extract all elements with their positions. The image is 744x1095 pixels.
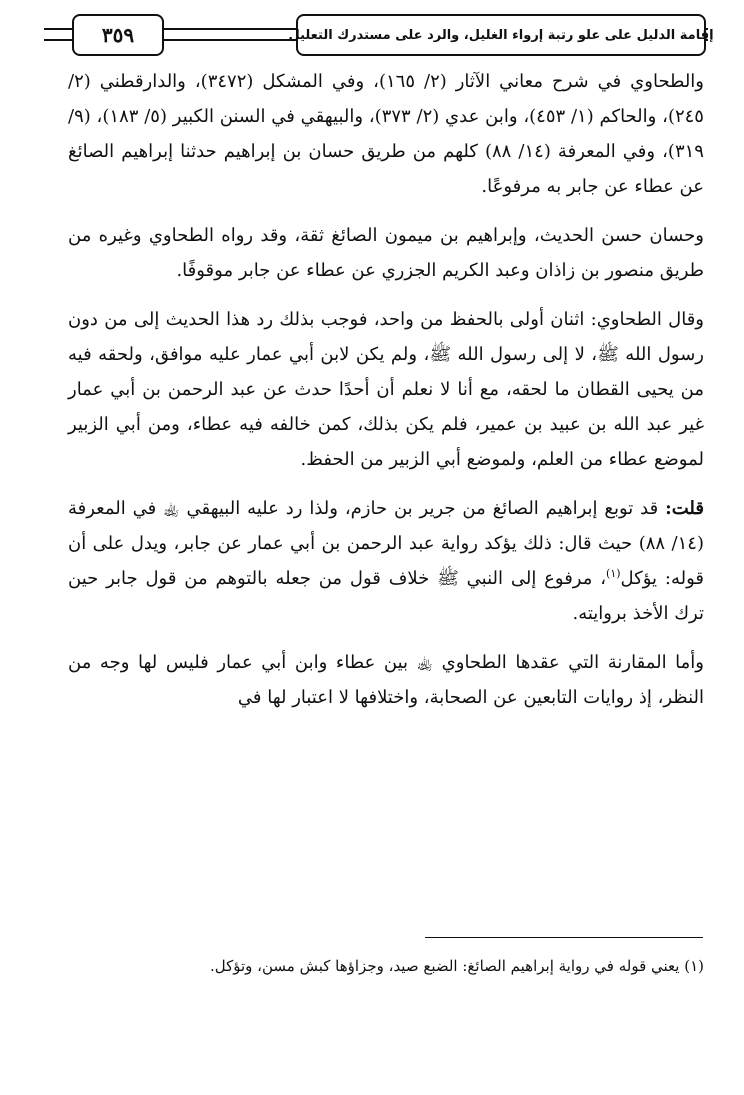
qalat-text-start: قد توبع إبراهيم الصائغ من جرير بن حازم، ولذا رد عليه البيهقي ﵀ في المعرفة (١٤/ ٨٨) حيث قال: ذلك يؤكد رواية عبد الرحمن بن أبي عمار عن جابر، ويدل على أن قوله: يؤكل: [68, 498, 704, 589]
qalat-label: قلت:: [665, 498, 704, 519]
paragraph-qalat: [68, 491, 704, 631]
running-title: إقامة الدليل على علو رتبة إرواء الغليل، والرد على مستدرك التعليل: [288, 27, 714, 43]
paragraph-1: والطحاوي في شرح معاني الآثار (٢/ ١٦٥)، وفي المشكل (٣٤٧٢)، والدارقطني (٢/ ٢٤٥)، والحاكم (١/ ٤٥٣)، وابن عدي (٢/ ٣٧٣)، والبيهقي في السنن الكبير (٥/ ١٨٣)، (٩/ ٣١٩)، وفي المعرفة (١٤/ ٨٨) كلهم من طريق حسان بن إبراهيم حدثنا إبراهيم الصائغ عن عطاء عن جابر به مرفوعًا.: [68, 71, 705, 197]
footnote-separator: [425, 937, 703, 938]
page-header: [44, 12, 714, 56]
footnote-reference[interactable]: (١): [606, 567, 621, 580]
footnote: (١) يعني قوله في رواية إبراهيم الصائغ: الضبع صيد، وجزاؤها كبش مسن، وتؤكل.: [209, 957, 704, 975]
main-text: [68, 64, 704, 729]
qalat-text-end: ، مرفوع إلى النبي ﷺ خلاف قول من جعله بالتوهم من قول جابر حين ترك الأخذ بروايته.: [68, 568, 704, 624]
running-title-box: [288, 14, 714, 56]
paragraph-2: وحسان حسن الحديث، وإبراهيم بن ميمون الصائغ ثقة، وقد رواه الطحاوي وغيره من طريق منصور بن زاذان وعبد الكريم الجزري عن عطاء عن جابر موقوفًا.: [68, 225, 704, 281]
paragraph-3: وقال الطحاوي: اثنان أولى بالحفظ من واحد، فوجب بذلك رد هذا الحديث إلى من دون رسول الله ﷺ، لا إلى رسول الله ﷺ، ولم يكن لابن أبي عمار عليه موافق، ولحقه فيه من يحيى القطان ما لحقه، مع أنا لا نعلم أن أحدًا حدث عن عبد الرحمن بن أبي عمار غير عبد الله بن عبيد بن عمير، فلم يكن بذلك، كمن خالفه فيه عطاء، ومن أبي الزبير لموضع عطاء من العلم، ولموضع أبي الزبير من الحفظ.: [68, 309, 704, 470]
page-number-box: [72, 14, 164, 56]
paragraph-last: وأما المقارنة التي عقدها الطحاوي ﵀ بين عطاء وابن أبي عمار فليس لها وجه من النظر، إذ روايات التابعين عن الصحابة، واختلافها لا اعتبار لها في: [68, 652, 704, 708]
page-number: ٣٥٩: [101, 23, 135, 47]
